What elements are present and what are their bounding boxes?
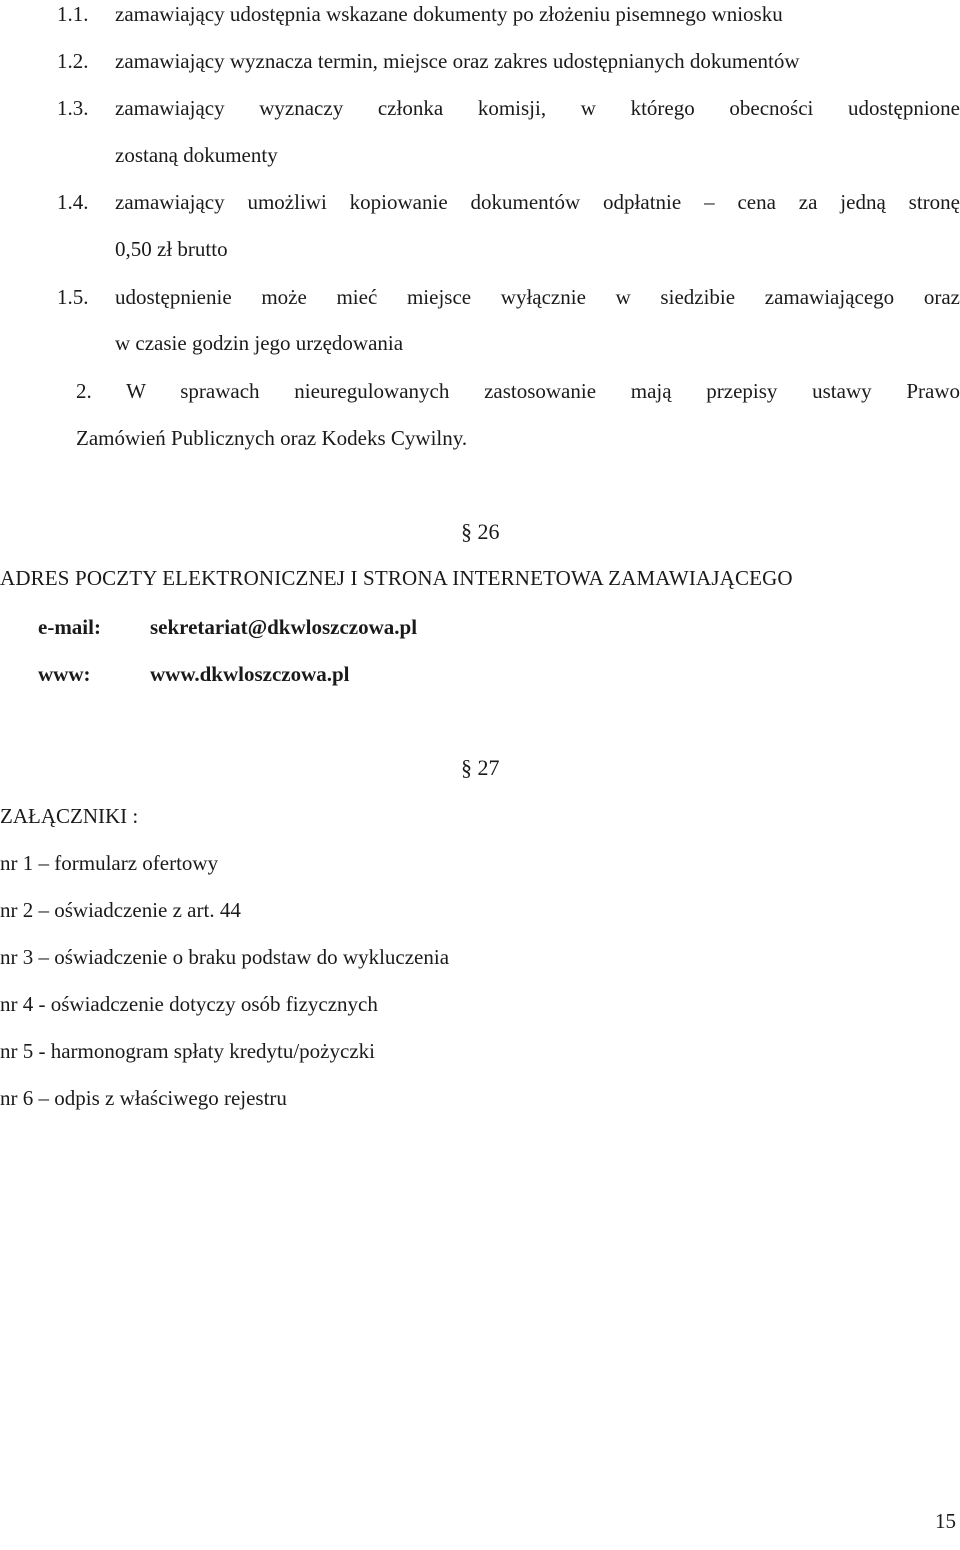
item-number: 1.1. [57,2,89,26]
attachment-item: nr 3 – oświadczenie o braku podstaw do wykluczenia [0,945,450,969]
section-number [461,518,500,546]
item-number: 1.5. [57,285,89,309]
email-label: e-mail: [38,615,101,639]
paragraph-line: 2. W sprawach nieuregulowanych zastosowanie mają przepisy ustawy Prawo [76,379,960,403]
attachment-item: nr 6 – odpis z właściwego rejestru [0,1086,287,1110]
item-number: 1.4. [57,190,89,214]
section-sign: § [461,755,472,780]
section-sign: § [461,519,472,544]
section-number-value: 26 [477,519,500,544]
item-continuation: zostaną dokumenty [115,143,278,167]
section-number-value: 27 [477,755,500,780]
attachment-item: nr 5 - harmonogram spłaty kredytu/pożyczki [0,1039,375,1063]
item-number: 1.2. [57,49,89,73]
item-text: zamawiający wyznacza termin, miejsce oraz zakres udostępnianych dokumentów [115,49,800,73]
attachment-item: nr 4 - oświadczenie dotyczy osób fizycznych [0,992,378,1016]
www-value: www.dkwloszczowa.pl [150,662,350,686]
item-continuation: 0,50 zł brutto [115,237,228,261]
item-text: zamawiający wyznaczy członka komisji, w którego obecności udostępnione [115,96,960,120]
paragraph-line: Zamówień Publicznych oraz Kodeks Cywilny. [76,426,468,450]
item-text: udostępnienie może mieć miejsce wyłącznie w siedzibie zamawiającego oraz [115,285,960,309]
item-text: zamawiający udostępnia wskazane dokumenty po złożeniu pisemnego wniosku [115,2,783,26]
item-continuation: w czasie godzin jego urzędowania [115,331,404,355]
item-number: 1.3. [57,96,89,120]
attachment-item: nr 1 – formularz ofertowy [0,851,219,875]
attachments-title: ZAŁĄCZNIKI : [0,804,139,828]
section-number [461,754,500,782]
page-number: 15 [935,1509,956,1533]
email-value: sekretariat@dkwloszczowa.pl [150,615,418,639]
www-label: www: [38,662,91,686]
item-text: zamawiający umożliwi kopiowanie dokumentów odpłatnie – cena za jedną stronę [115,190,960,214]
attachment-item: nr 2 – oświadczenie z art. 44 [0,898,241,922]
section-heading: ADRES POCZTY ELEKTRONICZNEJ I STRONA INTERNETOWA ZAMAWIAJĄCEGO [0,566,793,590]
